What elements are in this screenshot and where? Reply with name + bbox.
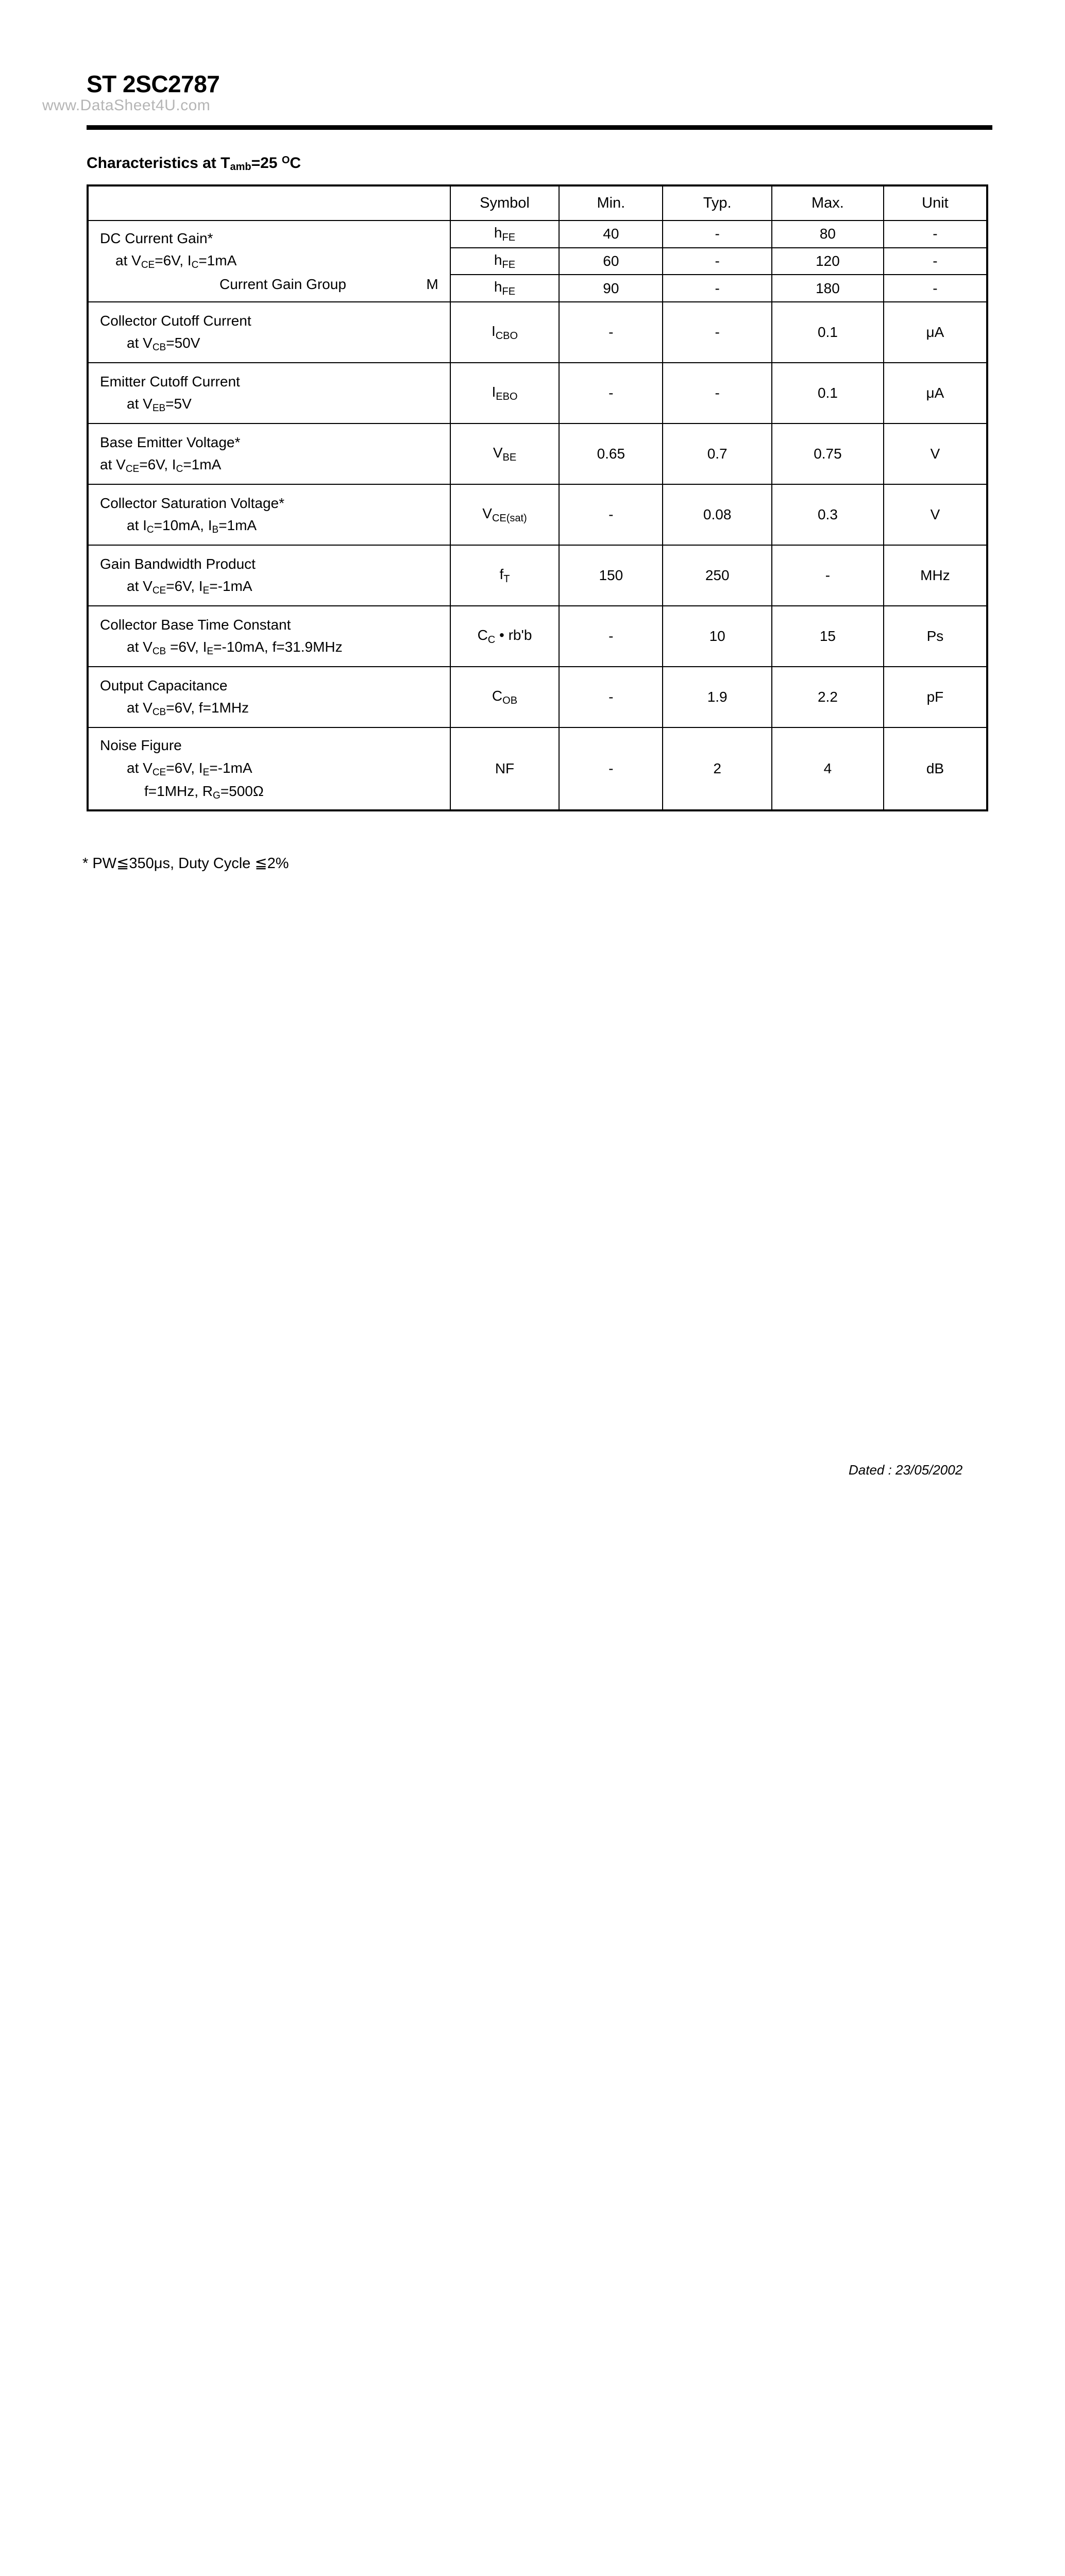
- row-condition: [100, 453, 450, 477]
- characteristics-table: [87, 184, 988, 811]
- table-row: [88, 302, 987, 363]
- unit-hfe-m: -: [884, 221, 987, 248]
- page-title: [87, 155, 301, 173]
- unit-cob: pF: [884, 667, 987, 727]
- typ-iebo: -: [663, 363, 772, 423]
- dc-gain-condition: [100, 249, 450, 273]
- row-title: Emitter Cutoff Current: [100, 373, 240, 389]
- cond-pre: at V: [115, 252, 141, 269]
- cond-sub2: E: [202, 585, 210, 597]
- table-row: [88, 484, 987, 545]
- cond-pre: at I: [127, 517, 147, 534]
- max-vbe: 0.75: [772, 423, 884, 484]
- cond2-pre: f=1MHz, R: [144, 783, 213, 800]
- symbol-tail: • rb'b: [495, 626, 532, 643]
- row-condition: [100, 332, 450, 355]
- row-condition: [100, 697, 450, 720]
- page-header: [87, 72, 993, 96]
- cond-mid: =6V, I: [155, 252, 192, 269]
- unit-iebo: μA: [884, 363, 987, 423]
- symbol-cc-rbb: [450, 606, 560, 667]
- symbol-nf: NF: [450, 727, 560, 810]
- watermark-header: www.DataSheet4U.com: [42, 97, 211, 114]
- typ-cc-rbb: 10: [663, 606, 772, 667]
- min-ft: 150: [559, 545, 663, 606]
- cond-mid: =6V, I: [166, 759, 203, 776]
- cond-pre: at V: [127, 396, 153, 412]
- current-gain-group-line: [100, 273, 450, 295]
- symbol-base: V: [493, 444, 503, 461]
- cond-post: =1mA: [218, 517, 257, 534]
- cond-end: =1mA: [198, 252, 237, 269]
- typ-cob: 1.9: [663, 667, 772, 727]
- max-vcesat: 0.3: [772, 484, 884, 545]
- row-condition: [100, 393, 450, 416]
- row-condition: [100, 757, 450, 780]
- row-desc-base-emitter-voltage: [88, 423, 450, 484]
- symbol-base: h: [494, 251, 502, 268]
- symbol-base: I: [492, 383, 496, 400]
- cond-sub: CE: [125, 464, 140, 475]
- table-row: [88, 545, 987, 606]
- cond-mid: =6V, I: [166, 639, 207, 655]
- row-title: Collector Base Time Constant: [100, 616, 291, 633]
- cond-pre: at V: [127, 639, 153, 655]
- max-ft: -: [772, 545, 884, 606]
- symbol-vbe: [450, 423, 560, 484]
- symbol-iebo: [450, 363, 560, 423]
- min-hfe-k: 90: [559, 275, 663, 302]
- symbol-base: V: [482, 505, 492, 521]
- cond-pre: at V: [127, 759, 153, 776]
- cond-mid: =10mA, I: [154, 517, 212, 534]
- gain-group-letter-m: M: [426, 276, 438, 292]
- typ-nf: 2: [663, 727, 772, 810]
- row-title: Collector Cutoff Current: [100, 312, 251, 329]
- unit-icbo: μA: [884, 302, 987, 363]
- header-rule: [87, 125, 992, 130]
- symbol-sub: OB: [502, 694, 518, 706]
- section-title-suffix: C: [290, 155, 301, 172]
- cond-sub: CB: [152, 342, 166, 353]
- cond-sub: C: [146, 524, 154, 536]
- symbol-base: C: [492, 687, 503, 704]
- table-row: [88, 363, 987, 423]
- cond-pre: at V: [100, 456, 126, 473]
- max-hfe-l: 120: [772, 248, 884, 275]
- symbol-base: h: [494, 279, 502, 295]
- symbol-sub: FE: [502, 259, 516, 270]
- row-condition: [100, 575, 450, 598]
- max-hfe-m: 80: [772, 221, 884, 248]
- row-desc-collector-base-time-constant: [88, 606, 450, 667]
- cond2-sub: G: [213, 790, 221, 802]
- header-unit: Unit: [884, 185, 987, 221]
- symbol-hfe-k: [450, 275, 560, 302]
- row-title: Noise Figure: [100, 737, 182, 754]
- cond-post: =1mA: [183, 456, 222, 473]
- table-footnote: * PW≦350μs, Duty Cycle ≦2%: [82, 855, 289, 872]
- max-nf: 4: [772, 727, 884, 810]
- symbol-base: h: [494, 224, 502, 241]
- cond-sub: CE: [152, 767, 166, 778]
- symbol-sub: C: [487, 634, 496, 646]
- cond-sub: CB: [152, 707, 166, 718]
- symbol-sub: EBO: [496, 391, 518, 402]
- typ-hfe-k: -: [663, 275, 772, 302]
- table-row: [88, 606, 987, 667]
- row-title: Output Capacitance: [100, 677, 228, 693]
- unit-hfe-l: -: [884, 248, 987, 275]
- symbol-base: f: [499, 566, 504, 582]
- min-cob: -: [559, 667, 663, 727]
- unit-vcesat: V: [884, 484, 987, 545]
- symbol-icbo: [450, 302, 560, 363]
- min-hfe-m: 40: [559, 221, 663, 248]
- cond-sub2: C: [191, 260, 199, 271]
- symbol-sub: BE: [502, 451, 517, 463]
- typ-ft: 250: [663, 545, 772, 606]
- symbol-base: I: [491, 323, 496, 339]
- row-title: Collector Saturation Voltage*: [100, 495, 284, 511]
- row-desc-output-capacitance: [88, 667, 450, 727]
- header-max: Max.: [772, 185, 884, 221]
- cond-pre: at V: [127, 578, 153, 595]
- header-blank: [88, 185, 450, 221]
- row-condition: [100, 514, 450, 537]
- row-desc-emitter-cutoff-current: [88, 363, 450, 423]
- symbol-cob: [450, 667, 560, 727]
- dc-gain-title: DC Current Gain*: [100, 230, 213, 246]
- unit-ft: MHz: [884, 545, 987, 606]
- cond-sub: CE: [152, 585, 166, 597]
- typ-vcesat: 0.08: [663, 484, 772, 545]
- section-title-prefix: Characteristics at T: [87, 155, 230, 172]
- symbol-sub: FE: [502, 231, 516, 243]
- cond-post: =50V: [166, 335, 200, 351]
- header-typ: Typ.: [663, 185, 772, 221]
- typ-vbe: 0.7: [663, 423, 772, 484]
- max-cc-rbb: 15: [772, 606, 884, 667]
- cond-sub1: CE: [141, 260, 155, 271]
- dated-label: Dated : 23/05/2002: [849, 1462, 963, 1478]
- typ-hfe-m: -: [663, 221, 772, 248]
- cond-pre: at V: [127, 700, 153, 716]
- cond-sub2: B: [212, 524, 219, 536]
- row-condition-2: [100, 780, 450, 803]
- cond-sub: CB: [152, 646, 166, 657]
- part-number-title: ST 2SC2787: [87, 71, 220, 97]
- header-symbol: Symbol: [450, 185, 560, 221]
- min-vcesat: -: [559, 484, 663, 545]
- cond-sub2: E: [207, 646, 214, 657]
- max-cob: 2.2: [772, 667, 884, 727]
- max-icbo: 0.1: [772, 302, 884, 363]
- row-desc-noise-figure: [88, 727, 450, 810]
- unit-hfe-k: -: [884, 275, 987, 302]
- section-title-mid: =25: [251, 155, 282, 172]
- min-icbo: -: [559, 302, 663, 363]
- cond-sub: EB: [152, 403, 166, 414]
- table-row: [88, 727, 987, 810]
- cond-mid: =6V, I: [139, 456, 176, 473]
- cond-pre: at V: [127, 335, 153, 351]
- min-hfe-l: 60: [559, 248, 663, 275]
- section-title-sub: amb: [230, 161, 251, 173]
- typ-icbo: -: [663, 302, 772, 363]
- typ-hfe-l: -: [663, 248, 772, 275]
- table-row: [88, 221, 987, 248]
- symbol-sub: CE(sat): [492, 512, 527, 524]
- row-desc-collector-cutoff-current: [88, 302, 450, 363]
- row-title: Base Emitter Voltage*: [100, 434, 241, 450]
- row-desc-collector-saturation-voltage: [88, 484, 450, 545]
- min-cc-rbb: -: [559, 606, 663, 667]
- cond-post: =-10mA, f=31.9MHz: [213, 639, 343, 655]
- symbol-vcesat: [450, 484, 560, 545]
- cond-post: =-1mA: [209, 759, 252, 776]
- symbol-hfe-l: [450, 248, 560, 275]
- symbol-hfe-m: [450, 221, 560, 248]
- cond-post: =5V: [165, 396, 192, 412]
- unit-nf: dB: [884, 727, 987, 810]
- symbol-base: C: [477, 626, 488, 643]
- symbol-sub: FE: [502, 286, 516, 298]
- min-nf: -: [559, 727, 663, 810]
- symbol-ft: [450, 545, 560, 606]
- symbol-sub: CBO: [495, 330, 518, 342]
- cond-sub2: C: [176, 464, 183, 475]
- unit-vbe: V: [884, 423, 987, 484]
- cond-mid: =6V, I: [166, 578, 203, 595]
- row-condition: [100, 636, 450, 659]
- row-title: Gain Bandwidth Product: [100, 555, 256, 572]
- row-desc-dc-current-gain: [88, 221, 450, 302]
- cond-post: =6V, f=1MHz: [166, 700, 249, 716]
- table-header-row: [88, 185, 987, 221]
- symbol-sub: T: [503, 573, 510, 585]
- max-hfe-k: 180: [772, 275, 884, 302]
- section-title-sup: O: [281, 155, 290, 166]
- unit-cc-rbb: Ps: [884, 606, 987, 667]
- cond-sub2: E: [202, 767, 210, 778]
- max-iebo: 0.1: [772, 363, 884, 423]
- min-vbe: 0.65: [559, 423, 663, 484]
- cond2-post: =500Ω: [220, 783, 264, 800]
- row-desc-gain-bandwidth-product: [88, 545, 450, 606]
- table-row: [88, 423, 987, 484]
- header-min: Min.: [559, 185, 663, 221]
- min-iebo: -: [559, 363, 663, 423]
- gain-group-label: Current Gain Group: [219, 276, 346, 292]
- cond-post: =-1mA: [209, 578, 252, 595]
- table-row: [88, 667, 987, 727]
- page-footer: [0, 1350, 1065, 1504]
